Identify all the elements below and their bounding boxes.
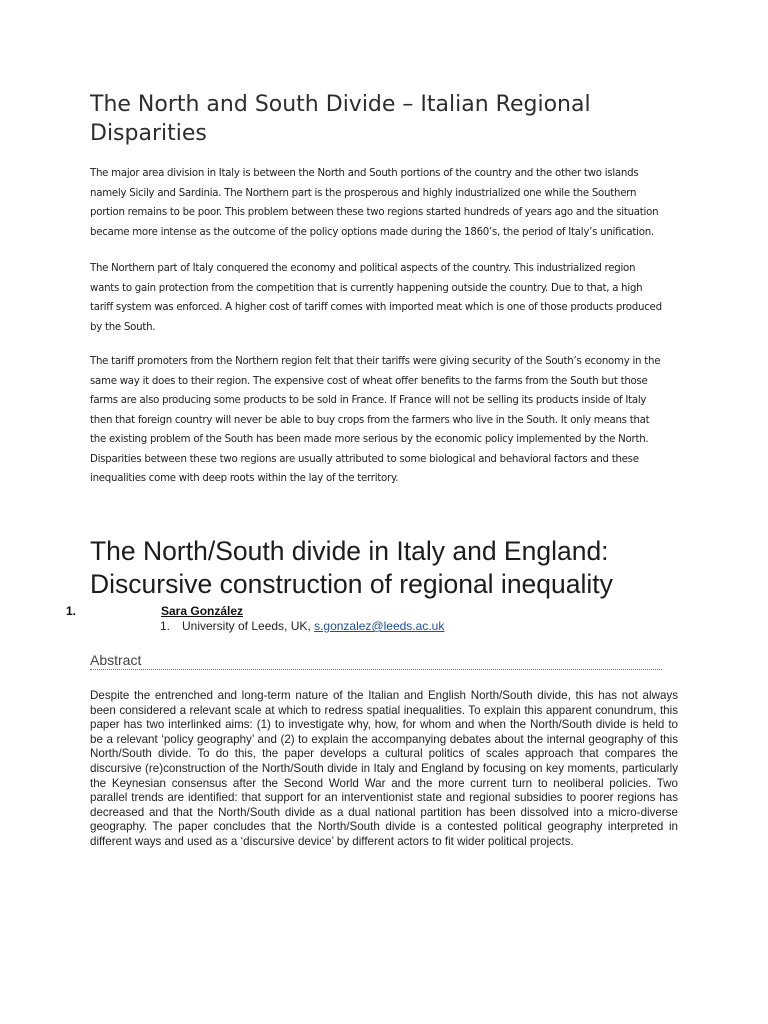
- article-paragraph-1: The major area division in Italy is between the North and South portions of the country and the other two islands namely Sicily and Sardinia. The Northern part is the prosperous and highly industrialized one while the Southern portion remains to be poor. This problem between these two regions started hundreds of years ago and the situation became more intense as the outcome of the policy options made during the 1860’s, the period of Italy’s unification.: [90, 168, 659, 238]
- article-title: The North and South Divide – Italian Regional Disparities: [90, 92, 591, 146]
- paper-title: The North/South divide in Italy and England: Discursive construction of regional inequality: [90, 536, 613, 599]
- affiliation-number: 1.: [160, 619, 171, 633]
- article-paragraph-3: The tariff promoters from the Northern region felt that their tariffs were giving security of the South’s economy in the same way it does to their region. The expensive cost of wheat offer benefits to the farms from the South but those farms are also producing some products to be sold in France. If France will not be selling its products inside of Italy then that foreign country will never be able to buy crops from the farmers who live in the South. It only means that the existing problem of the South has been made more serious by the economic policy implemented by the North. Disparities between these two regions are usually attributed to some biological and behavioral factors and these inequalities come with deep roots within the lay of the territory.: [90, 356, 661, 484]
- abstract-text: Despite the entrenched and long-term nature of the Italian and English North/South divide, this has not always been considered a relevant scale at which to redress spatial inequalities. To explain this apparent conundrum, this paper has two interlinked aims: (1) to investigate why, how, for whom and when the North/South divide is held to be a relevant ‘policy geography’ and (2) to explain the accompanying debates about the internal geography of this North/South divide. To do this, the paper develops a cultural politics of scales approach that compares the discursive (re)construction of the North/South divide in Italy and England by focusing on key moments, particularly the Keynesian consensus after the Second World War and the more current turn to neoliberal policies. Two parallel trends are identified: that support for an interventionist state and regional subsidies to poorer regions has decreased and that the North/South divide as a dual national partition has been dissolved into a micro-diverse geography. The paper concludes that the North/South divide is a contested political geography interpreted in different ways and used as a ‘discursive device’ by different actors to fit wider political projects.: [90, 689, 678, 848]
- article-paragraph-2: The Northern part of Italy conquered the economy and political aspects of the country. This industrialized region wants to gain protection from the competition that is currently happening outside the country. Due to that, a high tariff system was enforced. A higher cost of tariff comes with imported meat which is one of those products produced by the South.: [90, 263, 662, 333]
- author-affiliation: [160, 619, 444, 633]
- author-list-number: 1.: [66, 604, 77, 618]
- author-name-link[interactable]: Sara González: [161, 604, 244, 618]
- author-email-link[interactable]: s.gonzalez@leeds.ac.uk: [314, 619, 445, 633]
- affiliation-text: University of Leeds, UK,: [182, 619, 315, 633]
- abstract-heading: Abstract: [90, 652, 662, 670]
